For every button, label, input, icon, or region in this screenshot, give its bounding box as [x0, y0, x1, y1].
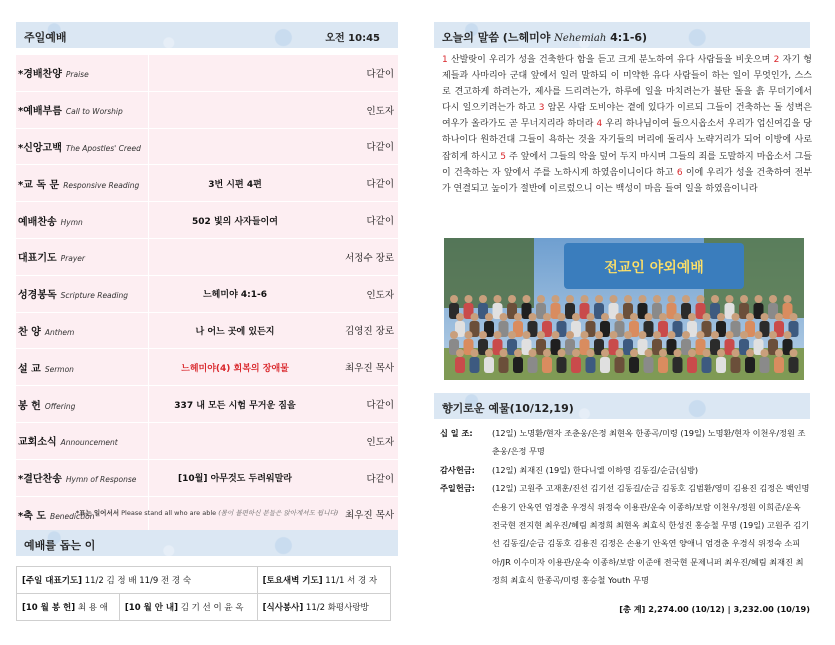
person-head [537, 295, 545, 303]
worship-order-row [16, 386, 398, 423]
offering-names: (12일) 고원주 고재훈/진선 김기선 김동길/순금 김동호 김범환/영미 김용진 김정은 백인명 손용기 안옥연 엄경춘 우경식 위정숙 이용관/운숙 이종하/보람 이천우/정원 이희준/운옥 전국현 전지현 최우진/혜림 최정희 최현옥 최효식 한성진 홍승철 무명 (19일) 고원주 김기선 김동길/순금 김동호 김용진 김정은 손용기 안옥연 양애니 엄경춘 우경식 위정숙 소피아/JR 이수미자 이용관/운숙 이종하/보람 이준애 전국현 문제니퍼 최우진/혜림 최재진 최정희 최효식 한종곡/미령 홍승철 Youth 무명 [492, 483, 810, 586]
order-item-korean-label: 대표기도 [18, 253, 57, 265]
scripture-title-ref: 4:1-6) [610, 31, 648, 44]
worship-title: 주일예배 [24, 31, 67, 44]
order-item-detail: 337 내 모든 시험 무거운 짐을 [149, 386, 322, 423]
person-head [630, 313, 638, 321]
person-head [610, 295, 618, 303]
person-head [668, 331, 676, 339]
verse-text: 자기 형제들과 사마리아 군대 앞에서 일러 말하되 이 미약한 유다 사람들이 하는 일이 무엇인가, 스스로 견고하게 하려는가, 제사를 드리려는가, 하루에 일을 마치려는가 불탄 돌을 흙 무더기에서 다시 일으키려는가 하고 [442, 55, 812, 114]
group-photo [444, 238, 804, 380]
group-photo-image [444, 238, 804, 380]
order-item-korean: * [18, 179, 24, 191]
helper-value: 김 기 선 이 윤 옥 [180, 603, 244, 613]
order-item-english: Scripture Reading [60, 291, 129, 301]
order-item-leader: 다같이 [321, 165, 398, 202]
person-head [653, 295, 661, 303]
helpers-cell [17, 594, 120, 621]
person-head [653, 331, 661, 339]
order-item-name [16, 91, 149, 128]
person [484, 357, 494, 373]
order-item-name [16, 202, 149, 239]
verse-text: 암몬 사람 도비야는 곁에 있다가 이르되 그들이 건축하는 돌 성벽은 여우가 올라가도 곧 무너지리라 하더라 [442, 103, 812, 130]
verse-text: 이에 우리가 성을 건축하여 전부가 연결되고 높이가 절반에 이르렀으니 이는 백성이 마음 들여 일을 하였음이니라 [442, 167, 812, 194]
order-item-english: Announcement [60, 438, 118, 448]
person [716, 357, 726, 373]
person-head [717, 349, 725, 357]
person-head [790, 313, 798, 321]
person-head [601, 349, 609, 357]
person-head [740, 331, 748, 339]
order-item-korean: * [18, 106, 24, 118]
order-item-english: Offering [44, 401, 76, 411]
verse-number: 4 [596, 119, 603, 130]
person-head [552, 331, 560, 339]
order-item-detail: 느헤미야(4) 회복의 장애물 [149, 349, 322, 386]
helpers-title: 예배를 돕는 이 [24, 539, 96, 552]
person [702, 357, 712, 373]
person-head [674, 349, 682, 357]
person-head [761, 313, 769, 321]
order-item-leader: 인도자 [321, 91, 398, 128]
person-head [494, 331, 502, 339]
order-item-leader: 인도자 [321, 275, 398, 312]
person-head [624, 331, 632, 339]
stand-note [16, 508, 398, 517]
person-head [465, 331, 473, 339]
person-head [732, 313, 740, 321]
order-item-leader: 다같이 [321, 459, 398, 496]
offerings-header [434, 393, 810, 419]
order-item-korean-label: 성경봉독 [18, 290, 57, 302]
person [789, 357, 799, 373]
person [586, 357, 596, 373]
stand-note-sub: (몸이 불편하신 분들은 앉아계셔도 됩니다) [218, 509, 339, 517]
order-item-detail: [10월] 아무것도 두려워말라 [149, 459, 322, 496]
person-head [479, 295, 487, 303]
person-head [697, 295, 705, 303]
stand-note-kr: *표는 일어서서 [75, 509, 120, 517]
person-head [572, 313, 580, 321]
person-head [514, 349, 522, 357]
order-item-korean-label: 찬 양 [18, 326, 41, 338]
person-head [645, 313, 653, 321]
order-item-name [16, 55, 149, 91]
order-item-detail: 3번 시편 4편 [149, 165, 322, 202]
order-item-detail: 느헤미야 4:1-6 [149, 275, 322, 312]
person-head [450, 331, 458, 339]
verse-number: 6 [676, 167, 683, 178]
verse-text: 우리 하나님이여 들으시옵소서 우리가 업신여김을 당하나이다 원하건대 그들이 욕하는 것을 자기들의 머리에 돌리사 노략거리가 되어 이방에 사로잡히게 하시고 [442, 119, 812, 162]
order-item-leader: 서정수 장로 [321, 238, 398, 275]
order-item-english: Prayer [60, 254, 85, 264]
helpers-cell [257, 594, 390, 621]
person-head [674, 313, 682, 321]
order-item-korean-label: 설 교 [18, 363, 41, 375]
person [687, 357, 697, 373]
person-head [775, 349, 783, 357]
order-item-korean-label: 신앙고백 [23, 142, 62, 154]
person-head [746, 313, 754, 321]
person-head [639, 331, 647, 339]
scripture-title: 오늘의 말씀 (느헤미야 [442, 31, 551, 44]
order-item-korean-label: 결단찬송 [23, 474, 62, 486]
person-head [740, 295, 748, 303]
helper-value: 11/2 화평사랑방 [305, 603, 369, 613]
person-head [784, 295, 792, 303]
person [600, 357, 610, 373]
order-item-leader: 다같이 [321, 128, 398, 165]
offerings-title: 향기로운 예물(10/12,19) [442, 402, 574, 415]
person-head [523, 295, 531, 303]
order-item-korean-label: 경배찬양 [23, 69, 62, 81]
person-head [645, 349, 653, 357]
person-head [587, 313, 595, 321]
person-head [755, 295, 763, 303]
order-item-korean: * [18, 510, 24, 522]
person-head [624, 295, 632, 303]
offering-label: 주일헌금: [440, 483, 475, 494]
person-head [500, 313, 508, 321]
person-head [703, 313, 711, 321]
person-head [732, 349, 740, 357]
person-head [500, 349, 508, 357]
worship-order-row [16, 459, 398, 496]
person-head [558, 349, 566, 357]
person-head [558, 313, 566, 321]
person-head [552, 295, 560, 303]
person-head [465, 295, 473, 303]
order-item-korean-label: 예배부름 [23, 106, 62, 118]
person-head [630, 349, 638, 357]
worship-order-row [16, 422, 398, 459]
person-head [790, 349, 798, 357]
order-item-english: Sermon [44, 364, 74, 374]
person-head [659, 313, 667, 321]
order-item-english: Benediction [50, 511, 95, 521]
worship-order-row [16, 55, 398, 91]
person-head [485, 349, 493, 357]
order-item-detail: 나 어느 곳에 있든지 [149, 312, 322, 349]
verse-text: 산발랏이 우리가 성을 건축한다 함을 듣고 크게 분노하여 유다 사람들을 비웃으며 [450, 55, 771, 65]
helpers-row [17, 594, 391, 621]
person-head [659, 349, 667, 357]
photo-banner-text: 전교인 야외예배 [604, 260, 704, 276]
person-head [711, 295, 719, 303]
person-head [755, 331, 763, 339]
person-head [456, 349, 464, 357]
order-item-name [16, 238, 149, 275]
order-item-detail [149, 91, 322, 128]
person-head [456, 313, 464, 321]
order-item-name [16, 349, 149, 386]
order-item-name [16, 128, 149, 165]
offering-label: 감사헌금: [440, 464, 475, 475]
person-head [703, 349, 711, 357]
person [644, 357, 654, 373]
order-item-korean: * [18, 474, 24, 486]
helper-value: 11/2 김 정 배 11/9 전 경 숙 [84, 576, 192, 586]
person [745, 357, 755, 373]
offering-label: 십 일 조: [440, 428, 473, 438]
helpers-cell [257, 567, 390, 594]
person-head [572, 349, 580, 357]
order-item-english: Anthem [44, 327, 75, 337]
person-head [688, 313, 696, 321]
person [774, 357, 784, 373]
person-head [616, 313, 624, 321]
stand-note-en: Please stand all who are able [121, 509, 217, 517]
order-item-detail [149, 238, 322, 275]
scripture-header [434, 22, 810, 48]
helper-value: 11/1 서 경 자 [325, 576, 378, 586]
person-head [587, 349, 595, 357]
order-item-english: The Apostles' Creed [65, 143, 141, 153]
offerings-list [440, 424, 810, 590]
person [542, 357, 552, 373]
person-head [746, 349, 754, 357]
offering-row [440, 479, 810, 589]
person-head [537, 331, 545, 339]
person [673, 357, 683, 373]
crowd [449, 295, 799, 373]
person-head [471, 313, 479, 321]
verse-number: 1 [442, 55, 448, 65]
order-item-name [16, 386, 149, 423]
person [571, 357, 581, 373]
person-head [688, 349, 696, 357]
order-item-detail [149, 422, 322, 459]
order-item-korean-label: 봉 헌 [18, 400, 41, 412]
person [760, 357, 770, 373]
person-head [639, 295, 647, 303]
person [470, 357, 480, 373]
order-item-korean-label: 교 독 문 [23, 179, 60, 191]
person-head [717, 313, 725, 321]
person-head [726, 295, 734, 303]
person-head [529, 313, 537, 321]
person [731, 357, 741, 373]
helper-label: [식사봉사] [262, 603, 304, 613]
worship-order-row [16, 312, 398, 349]
order-item-leader: 다같이 [321, 55, 398, 91]
person-head [761, 349, 769, 357]
person-head [471, 349, 479, 357]
order-item-korean: * [18, 142, 24, 154]
person-head [543, 313, 551, 321]
offering-names: (12일) 노명환/현자 조춘웅/은정 최현옥 한종곡/미령 (19일) 노명환/현자 이천우/정원 조춘웅/은정 무명 [492, 428, 806, 457]
order-item-leader: 다같이 [321, 202, 398, 239]
person-head [682, 295, 690, 303]
worship-order-row [16, 202, 398, 239]
verse-number: 2 [773, 55, 780, 65]
person-head [581, 295, 589, 303]
verse-number: 3 [538, 103, 545, 114]
order-item-name [16, 165, 149, 202]
person-head [682, 331, 690, 339]
order-item-english: Praise [65, 70, 89, 80]
helper-label: [10 월 안 내] [124, 603, 179, 613]
helpers-cell [17, 567, 258, 594]
person-head [616, 349, 624, 357]
person-head [601, 313, 609, 321]
worship-order-row [16, 91, 398, 128]
person-head [784, 331, 792, 339]
person-head [450, 295, 458, 303]
order-item-korean: * [18, 69, 24, 81]
order-item-leader: 인도자 [321, 422, 398, 459]
person-head [775, 313, 783, 321]
helpers-header [16, 530, 398, 556]
order-item-english: Call to Worship [65, 107, 123, 117]
order-item-korean-label: 교회소식 [18, 437, 57, 449]
scripture-title-en: Nehemiah [554, 33, 607, 44]
worship-order-row [16, 349, 398, 386]
order-item-detail: 502 빛의 사자들이여 [149, 202, 322, 239]
order-item-korean-label: 축 도 [23, 510, 47, 522]
helpers-cell [119, 594, 257, 621]
person-head [668, 295, 676, 303]
person-head [529, 349, 537, 357]
order-item-leader: 최우진 목사 [321, 496, 398, 533]
worship-time: 오전 10:45 [325, 33, 380, 44]
helper-label: [10 월 봉 헌] [22, 603, 76, 613]
person-head [697, 331, 705, 339]
person-head [711, 331, 719, 339]
person-head [581, 331, 589, 339]
person [499, 357, 509, 373]
order-item-name [16, 312, 149, 349]
order-item-name [16, 275, 149, 312]
person-head [610, 331, 618, 339]
helper-label: [주일 대표기도] [22, 576, 82, 586]
person-head [508, 295, 516, 303]
person [557, 357, 567, 373]
helper-label: [토요새벽 기도] [262, 576, 323, 586]
order-item-english: Hymn [60, 217, 83, 227]
person-head [514, 313, 522, 321]
order-item-english: Responsive Reading [63, 180, 140, 190]
person-head [595, 295, 603, 303]
person-head [595, 331, 603, 339]
person-head [566, 331, 574, 339]
helpers-table [16, 566, 391, 621]
person [513, 357, 523, 373]
order-item-leader: 김영진 장로 [321, 312, 398, 349]
person [528, 357, 538, 373]
person [615, 357, 625, 373]
order-item-leader: 최우진 목사 [321, 349, 398, 386]
person-head [769, 295, 777, 303]
order-item-name [16, 422, 149, 459]
offerings-total: [총 계] 2,274.00 (10/12) | 3,232.00 (10/19) [619, 604, 810, 614]
person-head [769, 331, 777, 339]
worship-order-row [16, 238, 398, 275]
scripture-text [442, 52, 812, 197]
person-head [543, 349, 551, 357]
offering-row [440, 461, 810, 479]
order-item-korean-label: 예배찬송 [18, 216, 57, 228]
verse-text: 주 앞에서 그들의 악을 덮어 두지 마시며 그들의 죄를 도말하지 마옵소서 그들이 건축하는 자 앞에서 주를 노하시게 하였음이니이다 하고 [442, 151, 812, 178]
order-item-leader: 다같이 [321, 386, 398, 423]
person-head [508, 331, 516, 339]
worship-order-row [16, 128, 398, 165]
person [658, 357, 668, 373]
worship-header [16, 22, 398, 48]
order-item-detail [149, 128, 322, 165]
helpers-row [17, 567, 391, 594]
worship-order-table [16, 55, 398, 533]
person-head [494, 295, 502, 303]
helper-value: 최 용 애 [77, 603, 108, 613]
person [629, 357, 639, 373]
verse-number: 5 [500, 151, 506, 162]
order-item-english: Hymn of Response [65, 475, 137, 485]
person-head [479, 331, 487, 339]
offering-names: (12일) 최재진 (19일) 한다니엘 이하영 김동길/순금(심방) [492, 464, 699, 475]
offering-row [440, 424, 810, 461]
person [455, 357, 465, 373]
order-item-name [16, 459, 149, 496]
worship-order-row [16, 165, 398, 202]
person-head [566, 295, 574, 303]
worship-order-row [16, 275, 398, 312]
person-head [523, 331, 531, 339]
person-head [726, 331, 734, 339]
person-head [485, 313, 493, 321]
order-item-detail [149, 55, 322, 91]
